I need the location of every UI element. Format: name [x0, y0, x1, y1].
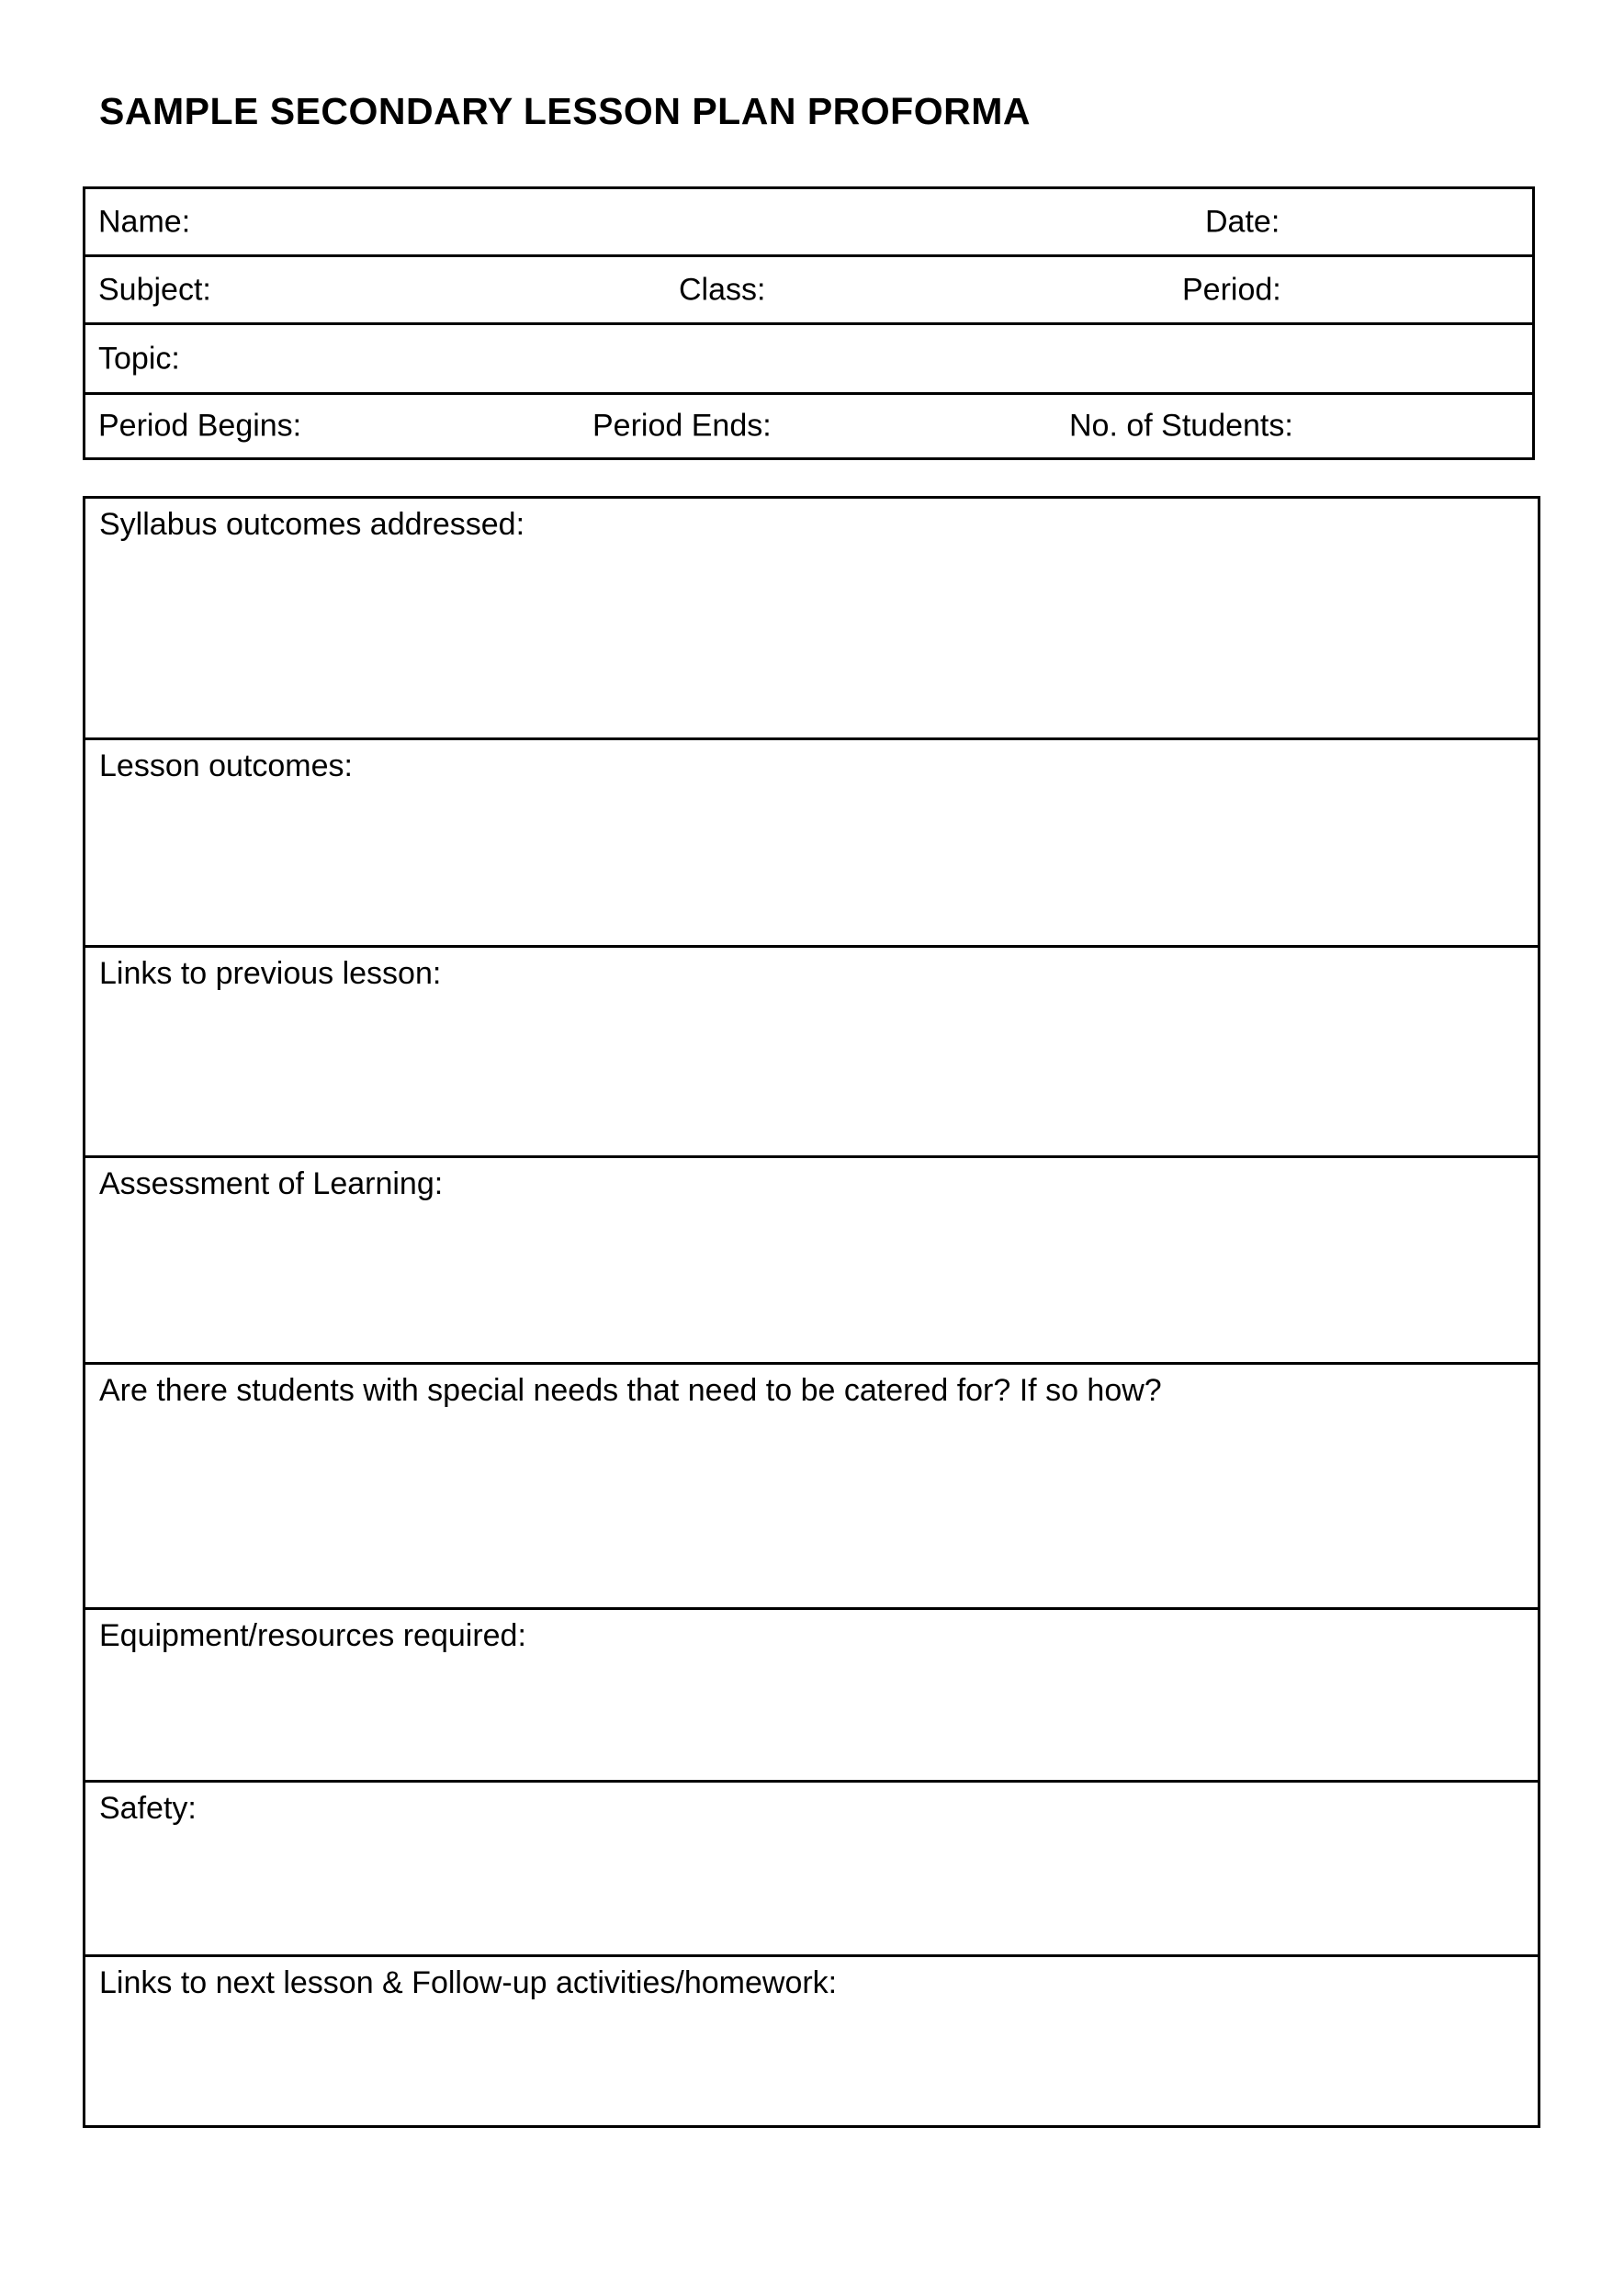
period-field-label: Period:: [1182, 272, 1281, 307]
section-equipment-resources: [85, 1607, 1538, 1780]
special-needs-label: Are there students with special needs that need to be catered for? If so how?: [99, 1373, 1162, 1408]
students-count-field-label: No. of Students:: [1069, 408, 1293, 444]
lesson-details-table: [83, 186, 1535, 460]
date-field-label: Date:: [1205, 204, 1280, 239]
header-row-period-times-students: [85, 392, 1532, 457]
assessment-of-learning-label: Assessment of Learning:: [99, 1166, 444, 1201]
section-safety: [85, 1780, 1538, 1954]
section-assessment-of-learning: [85, 1155, 1538, 1362]
header-row-subject-class-period: [85, 254, 1532, 322]
period-ends-field-label: Period Ends:: [592, 408, 772, 444]
section-lesson-outcomes: [85, 737, 1538, 945]
safety-label: Safety:: [99, 1791, 197, 1826]
lesson-outcomes-label: Lesson outcomes:: [99, 748, 353, 783]
section-syllabus-outcomes: [85, 499, 1538, 737]
header-row-topic: [85, 322, 1532, 392]
links-previous-lesson-label: Links to previous lesson:: [99, 956, 442, 991]
equipment-resources-label: Equipment/resources required:: [99, 1618, 526, 1653]
name-field-label: Name:: [98, 204, 191, 239]
header-row-name-date: [85, 189, 1532, 254]
lesson-plan-sections-table: [83, 496, 1540, 2128]
section-links-previous-lesson: [85, 945, 1538, 1155]
subject-field-label: Subject:: [98, 272, 211, 307]
links-next-lesson-homework-label: Links to next lesson & Follow-up activities/homework:: [99, 1965, 838, 2000]
class-field-label: Class:: [679, 272, 766, 307]
syllabus-outcomes-label: Syllabus outcomes addressed:: [99, 507, 525, 542]
period-begins-field-label: Period Begins:: [98, 408, 302, 444]
page-title: SAMPLE SECONDARY LESSON PLAN PROFORMA: [99, 90, 1031, 132]
topic-field-label: Topic:: [98, 341, 180, 376]
section-special-needs: [85, 1362, 1538, 1607]
section-links-next-lesson-homework: [85, 1954, 1538, 2125]
